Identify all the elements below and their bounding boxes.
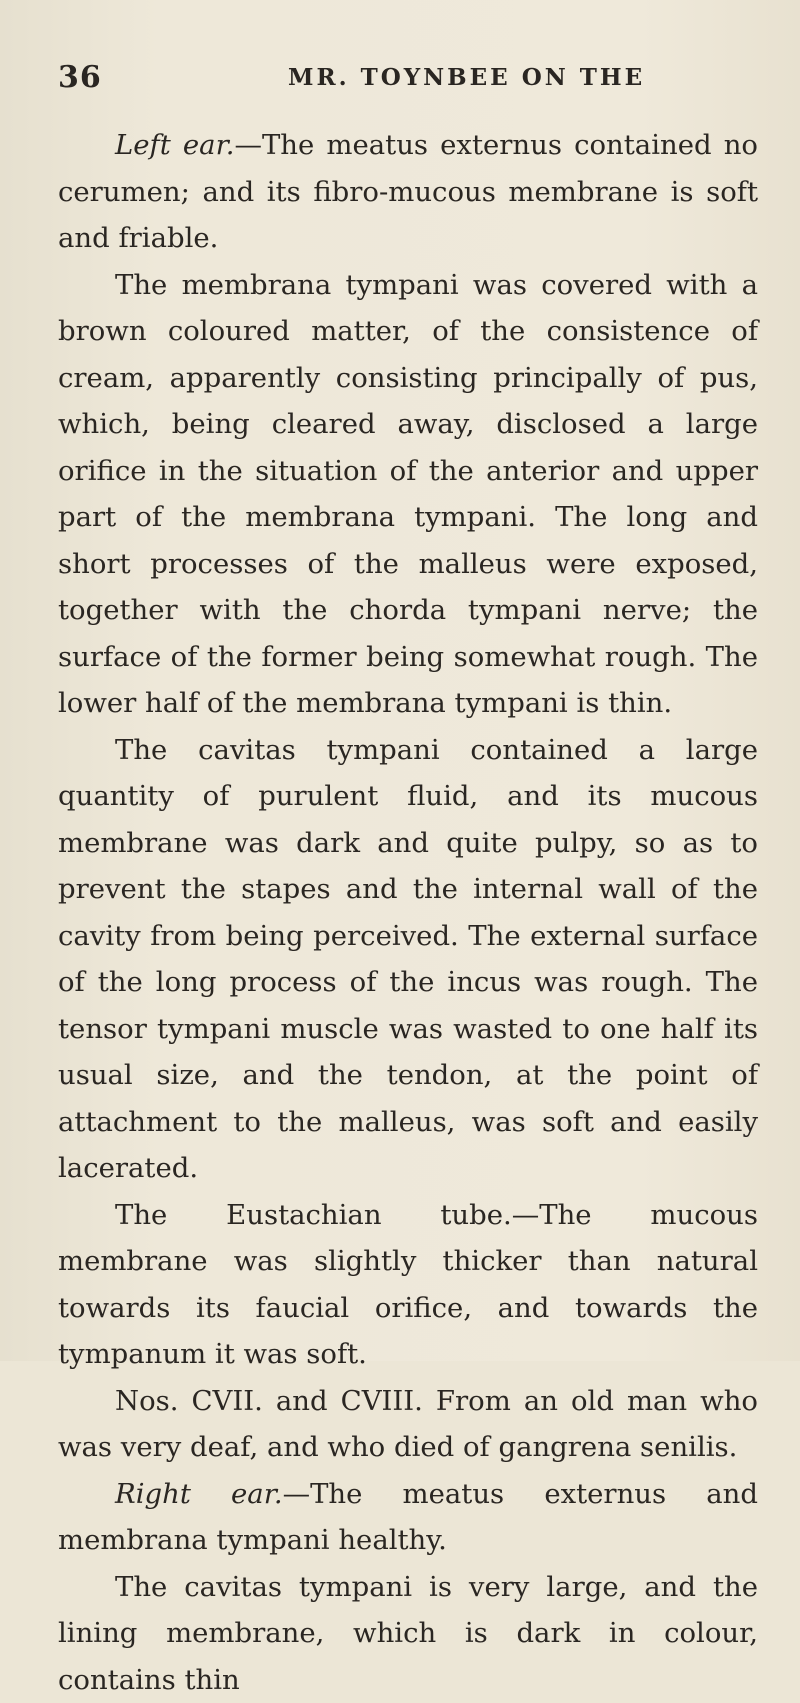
paragraph-right-ear: [58, 1471, 758, 1564]
paragraph-text: —The meatus externus contained no cerumen; and its fibro-mucous membrane is soft and friable.: [58, 129, 758, 254]
page-header: [58, 60, 758, 100]
paragraph-text: The cavitas tympani contained a large quantity of purulent fluid, and its mucous membrane was dark and quite pulpy, so as to prevent the stapes and the internal wall of the cavity from being perceived. The external surface of the long process of the incus was rough. The tensor tympani muscle was wasted to one half its usual size, and the tendon, at the point of attachment to the malleus, was soft and easily lacerated.: [58, 734, 758, 1185]
paragraph-cavitas-tympani: [58, 727, 758, 1192]
paragraph-text: The membrana tympani was covered with a brown coloured matter, of the consistence of cream, apparently consisting principally of pus, which, being cleared away, disclosed a large orifice in the situation of the anterior and upper part of the membrana tympani. The long and short processes of the malleus were exposed, together with the chorda tympani nerve; the surface of the former being somewhat rough. The lower half of the membrana tympani is thin.: [58, 269, 758, 720]
paragraph-text: Nos. CVII. and CVIII. From an old man who was very deaf, and who died of gangrena senilis.: [58, 1385, 758, 1464]
paragraph-cavitas-large: [58, 1564, 758, 1703]
paragraph-eustachian-tube: [58, 1192, 758, 1378]
paragraph-lead: Right ear.: [115, 1478, 283, 1510]
paragraph-text: The cavitas tympani is very large, and the lining membrane, which is dark in colour, contains thin: [58, 1571, 758, 1696]
paragraph-membrana-tympani: [58, 262, 758, 727]
paragraph-case-numbers: [58, 1378, 758, 1471]
paragraph-lead: Left ear.: [115, 129, 234, 161]
body-text: [58, 122, 758, 1703]
running-head: MR. TOYNBEE ON THE: [288, 64, 645, 91]
paragraph-left-ear: [58, 122, 758, 262]
paragraph-text: The Eustachian tube.—The mucous membrane was slightly thicker than natural towards its faucial orifice, and towards the tympanum it was soft.: [58, 1199, 758, 1371]
page-number: 36: [58, 60, 102, 95]
paragraph-text: —The meatus externus and membrana tympani healthy.: [58, 1478, 758, 1557]
